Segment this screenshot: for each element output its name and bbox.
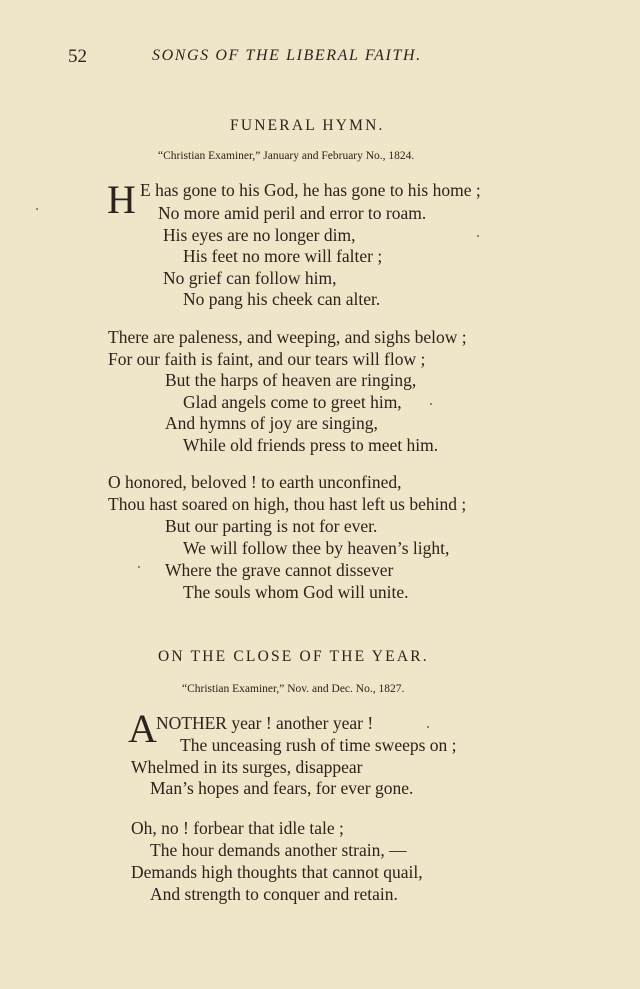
paper-speck [430, 403, 432, 405]
verse-line: Man’s hopes and fears, for ever gone. [150, 778, 414, 798]
verse-line: Glad angels come to greet him, [183, 392, 402, 412]
verse-line: The hour demands another strain, — [150, 840, 407, 860]
verse-line: But the harps of heaven are ringing, [165, 370, 417, 390]
hymn-source-close-of-year: “Christian Examiner,” Nov. and Dec. No., 1827. [182, 683, 405, 695]
verse-line: Whelmed in its surges, disappear [131, 757, 363, 777]
verse-line: The unceasing rush of time sweeps on ; [180, 735, 457, 755]
running-title: SONGS OF THE LIBERAL FAITH. [152, 47, 422, 64]
verse-line: For our faith is faint, and our tears will flow ; [108, 349, 426, 369]
verse-line: While old friends press to meet him. [183, 435, 439, 455]
verse-line: NOTHER year ! another year ! [156, 713, 374, 733]
verse-line: There are paleness, and weeping, and sighs below ; [108, 327, 467, 347]
paper-speck [36, 208, 38, 210]
drop-cap-h: H [107, 177, 136, 222]
verse-line: E has gone to his God, he has gone to his home ; [140, 180, 481, 200]
paper-speck [427, 726, 429, 728]
hymn-source-funeral: “Christian Examiner,” January and February No., 1824. [158, 150, 415, 162]
verse-line: No grief can follow him, [163, 268, 337, 288]
verse-line: And strength to conquer and retain. [150, 884, 398, 904]
verse-line: Thou hast soared on high, thou hast left us behind ; [108, 494, 467, 514]
drop-cap-a: A [128, 706, 157, 751]
paper-speck [138, 566, 140, 568]
verse-line: The souls whom God will unite. [183, 582, 409, 602]
page-number: 52 [68, 46, 87, 67]
verse-line: No more amid peril and error to roam. [158, 203, 427, 223]
hymn-title-close-of-year: ON THE CLOSE OF THE YEAR. [158, 648, 429, 665]
verse-line: But our parting is not for ever. [165, 516, 378, 536]
verse-line: No pang his cheek can alter. [183, 289, 381, 309]
verse-line: Where the grave cannot dissever [165, 560, 394, 580]
hymn-title-funeral: FUNERAL HYMN. [230, 117, 385, 134]
verse-line: O honored, beloved ! to earth unconfined, [108, 472, 402, 492]
verse-line: His eyes are no longer dim, [163, 225, 356, 245]
paper-speck [477, 235, 479, 237]
verse-line: His feet no more will falter ; [183, 246, 383, 266]
verse-line: And hymns of joy are singing, [165, 413, 378, 433]
verse-line: Oh, no ! forbear that idle tale ; [131, 818, 344, 838]
verse-line: Demands high thoughts that cannot quail, [131, 862, 423, 882]
verse-line: We will follow thee by heaven’s light, [183, 538, 450, 558]
